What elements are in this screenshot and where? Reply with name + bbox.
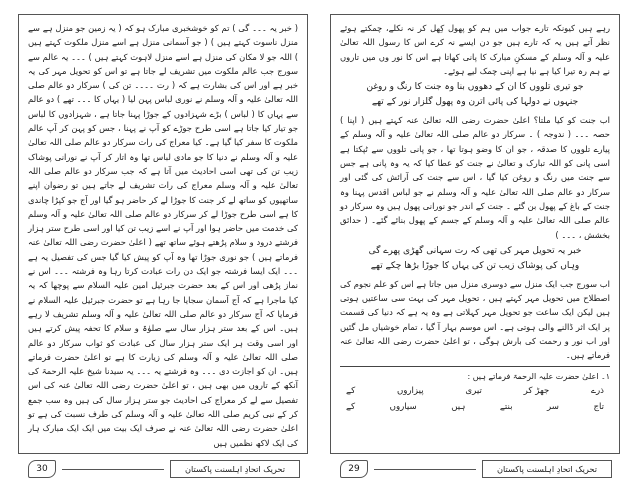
page-29-text-frame <box>330 14 620 454</box>
couplet-2-line-2: وہاں کی پوشاک زیب تن کی یہاں کا جوڑا بڑھا چکے تھے <box>370 260 580 271</box>
couplet-1-line-2: جنہوں نے دولہا کی پائی اترن وہ پھول گلزار نور کے تھے <box>371 97 579 108</box>
footnote-divider <box>28 453 298 454</box>
page-29-paragraph-3: اب سورج جب ایک منزل سے دوسری منزل میں جاتا ہے اس کو علم نجوم کی اصطلاح میں تحویل مہر کہتے ہیں ، تحویل مہر کی بہت سی ساعتیں ہوتی ہیں لیکن ایک ساعت جو تحویل مہر کہلاتی ہے وہ یہ ہے کہ دنیا کی قسمت پر ایک اثر ڈالنے والی ہوتی ہے۔ اس موسم بہار آ گیا ، تمام خوشیاں مل گئیں اور اب نور و رحمت کی بارش ہوگی ، تو اعلیٰ حضرت رضی اللہ تعالیٰ عنہ فرماتے ہیں۔ <box>340 278 610 361</box>
couplet-1-line-1: جو تیری تلووں کا ان کے دھووں بنا وہ جنت کا رنگ و روغن <box>366 82 584 93</box>
page-29-couplet-1 <box>340 80 610 110</box>
footnote-divider <box>340 366 610 367</box>
page-29 <box>330 14 620 474</box>
footer-line <box>62 469 164 470</box>
page-number: 29 <box>340 460 368 478</box>
page-29-footnote-heading: ۱۔ اعلیٰ حضرت علیہ الرحمۃ فرماتے ہیں : <box>467 371 610 381</box>
footer-publisher-label: تحریک اتحادِ اہلسنت پاکستان <box>170 460 300 478</box>
page-29-paragraph-2: اب جنت کو کیا ملتا؟ اعلیٰ حضرت رضی اللہ تعالیٰ عنہ کہتے ہیں ( اپنا ) حصہ ۔۔۔ ( ندوجہ ) ۔ سرکار دو عالم صلی اللہ تعالیٰ علیہ و آلہ وسلم کے پیارے تلووں کا صدقہ ، جو ان کا وضو ہوتا تھا ، جو پانی تلووں سے ٹپکتا ہے اسی پانی کو اللہ تبارک و تعالیٰ نے جنت کو عطا کیا کہ یہ وہ پانی ہے جس سے جنت میں رنگ و روغن کیا گیا ، اس سے جنت کی آرائش کی گئی اور سرکار دو عالم صلی اللہ تعالیٰ علیہ و آلہ وسلم نے جو لباس اقدس پہنا وہ جنت کے باغ کے پھول بن گئے ۔ جنت کے اندر جو نورانی پھول ہیں وہ سرکار دو عالم صلی اللہ تعالیٰ علیہ و آلہ وسلم کے جسم کے پھول بنائے گئے۔ ( حدائق بخشش ، ۔۔۔ ) <box>340 115 610 240</box>
couplet-2-line-1: خبر یہ تحویل مہر کی تھی کہ رت سہانی گھڑی پھرے گی <box>368 245 582 256</box>
page-30-footer <box>18 460 308 478</box>
page-30-paragraph-1: ( خبر یہ ۔۔۔ گی ) تم کو خوشخبری مبارک ہو کہ ( یہ زمین جو منزل ہے سے منزل ناسوت کہتے ہیں ) ( جو آسمانی منزل ہے اسے منزل ملکوت کہتے ہیں ) اللہ جو لا مکان کی منزل ہے اسے منزل لاہوت کہتے ہیں ) ۔۔۔ یہ عالم سے سورج جب عالم ملکوت میں تشریف لے جاتا ہے تو اس کو تحویل مہر کی یہ خبر ہے اور اس کی بشارت ہے کہ ( رت ۔۔۔۔ تن کی ) سرکار دو عالم صلی اللہ تعالیٰ علیہ و آلہ وسلم نے نوری لباس پہن لیا ( یہاں کا ۔۔۔ تھے ) دو عالم سے یہاں کا ( لباس ) بڑے شہزادوں کے جوڑا پہنا جاتا ہے ، شہزادوں کا لباس جو تیار کیا جاتا ہے اسی طرح جوڑے کو آپ نے پہنا ، جس کو پہن کر آپ عالم ملکوت کا سفر کیا گیا ہے۔ کیا معراج کی رات سرکار دو عالم صلی اللہ تعالیٰ علیہ و آلہ وسلم نے دنیا کا جو مادی لباس تھا وہ اتار کر آپ نے نورانی پوشاک زیب تن کی تھی اسی احادیث میں آتا ہے کہ جب سرکار دو عالم صلی اللہ تعالیٰ علیہ و آلہ وسلم معراج کی رات تشریف لے جاتے ہیں تو رضوان اپنے ساتھیوں کو ساتھ لے کر جنت کا جوڑا لے کر حاضر ہو گیا اور آج جو کپڑا چاندی کا ہے اسی طرح جوڑا لے کر سرکار دو عالم صلی اللہ تعالیٰ علیہ و آلہ وسلم کی خدمت میں حاضر ہوا اور آپ نے اسے زیب تن کیا اور اسی طرح ستر ہزار فرشتے درود و سلام پڑھتے ہوئے ساتھ تھے ( اعلیٰ حضرت رضی اللہ تعالیٰ عنہ فرماتے ہیں ) جو نوری جوڑا تھا وہ آپ کو پیش کیا گیا جس کی تفصیل یہ ہے ۔۔۔ ایک ایسا فرشتہ جو ایک دن رات عبادت کرتا رہا وہ فرشتہ ۔۔۔ اس نے نماز پڑھی اور اس کے بعد حضرت جبرئیل امین علیہ السلام سے پوچھا کہ یہ کیا ماجرا ہے کہ آج آسمان سجایا جا رہا ہے تو حضرت جبرئیل علیہ السلام نے فرمایا کہ آج سرکار دو عالم صلی اللہ تعالیٰ علیہ و آلہ وسلم تشریف لا رہے ہیں۔ اس کے بعد ستر ہزار سال سے صلوٰۃ و سلام کا تحفہ پیش کرتے ہیں اور اسی وقت ہر ایک ستر ہزار سال کی عبادت کو ثواب سرکار دو عالم صلی اللہ تعالیٰ علیہ و آلہ وسلم کی زیارت کا ہے تو اعلیٰ حضرت فرماتے ہیں۔ ان کو اجازت دی ۔۔۔ وہ فرشتے یہ ۔۔۔ یہ سیدنا شیخ علیہ الرحمۃ کی آنکھ کے تاروں میں بھی ہیں ، تو اعلیٰ حضرت رضی اللہ تعالیٰ عنہ کی اس تفصیل سے لے کر معراج کی احادیث جو ستر ہزار سال کی ہیں وہ سب جمع کر کے نبی کریم صلی اللہ تعالیٰ علیہ و آلہ وسلم کی طرف نسبت کی ہے تو اعلیٰ حضرت رضی اللہ تعالیٰ عنہ نے صرف ایک بیت میں ایک ایک مبارک ہار کی ایک لاکھ نظمیں ہیں <box>28 23 298 448</box>
page-29-paragraph-1: رہے ہیں کیونکہ تارے جواب میں ہم کو پھول کِھل کر نہ نکلے، چمکتے ہوئے نظر آتے ہیں یہ کہ تارے ہیں جو دن ایسے نہ کرے اس کا رسول اللہ تعالیٰ علیہ و آلہ وسلم کے مسکنِ مبارک کا پانی کھاتا ہے اس کا نور وں میں تاروں نے ہم رہ تیرا کیا ہے نیا ہے اپنی چمک لیے ہوئے۔ <box>340 23 610 76</box>
page-30 <box>18 14 308 474</box>
footer-line <box>374 469 476 470</box>
page-29-couplet-2 <box>340 244 610 274</box>
footnote-verse-row-1: ذرے جھڑ کر تیری پیزاروں کے <box>346 385 604 396</box>
footer-publisher-label: تحریک اتحادِ اہلسنت پاکستان <box>482 460 612 478</box>
footnote-verse-row-2: تاج سر بنتے ہیں سیاروں کے <box>346 401 604 412</box>
page-number: 30 <box>28 460 56 478</box>
page-30-text-frame <box>18 14 308 454</box>
page-29-footer <box>330 460 620 478</box>
